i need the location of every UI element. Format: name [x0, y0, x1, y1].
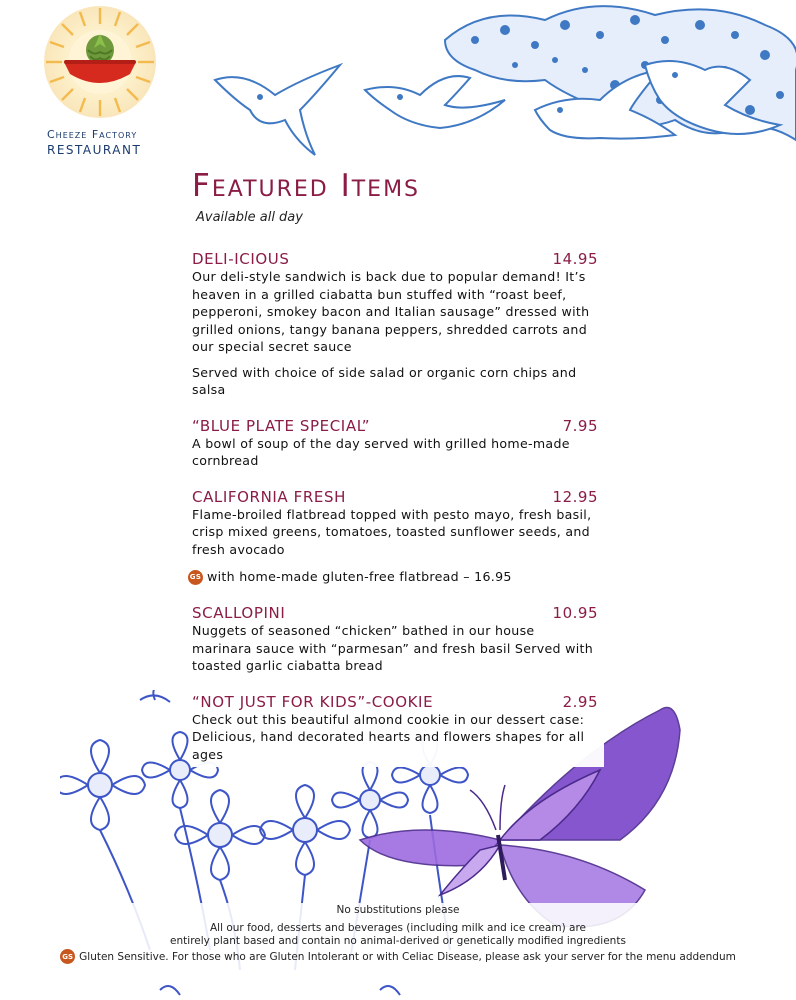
- menu-item: [189, 487, 598, 587]
- menu-item-name: “BLUE PLATE SPECIAL”: [192, 416, 371, 435]
- birds-illustration: [205, 0, 796, 170]
- gluten-sensitive-note: [0, 949, 796, 964]
- plant-based-note-line1: All our food, desserts and beverages (including milk and ice cream) are: [209, 922, 587, 934]
- menu-item-price: 10.95: [552, 604, 598, 622]
- brand-subtitle: RESTAURANT: [47, 143, 142, 157]
- no-substitutions-note: No substitutions please: [336, 904, 460, 916]
- menu-item-description: A bowl of soup of the day served with grilled home-made cornbread: [192, 435, 570, 468]
- menu-item: [192, 250, 598, 399]
- menu-item-description: Check out this beautiful almond cookie in our dessert case: Delicious, hand decorated hearts and flowers shapes for all ages: [192, 711, 585, 762]
- menu-item-description: Our deli-style sandwich is back due to popular demand! It’s heaven in a grilled ciabatta bun stuffed with “roast beef, pepperoni, smokey bacon and Italian sausage” dressed with grilled onions, tangy banana peppers, shredded carrots and our special secret sauce: [192, 269, 590, 354]
- menu-item-price: 12.95: [552, 487, 598, 506]
- menu-item: [192, 604, 598, 675]
- availability-note: Available all day: [196, 210, 303, 225]
- gluten-free-option-text: with home-made gluten-free flatbread – 16.95: [207, 569, 512, 584]
- restaurant-logo: [40, 4, 160, 124]
- menu-item-name: SCALLOPINI: [192, 604, 286, 622]
- menu-item-name: CALIFORNIA FRESH: [192, 487, 346, 506]
- page-title: Featured Items: [192, 168, 421, 204]
- menu-item-price: 7.95: [562, 416, 598, 435]
- menu-item-description: Flame-broiled flatbread topped with pesto mayo, fresh basil, crisp mixed greens, tomatoes, toasted sunflower seeds, and fresh avocado: [192, 506, 592, 557]
- artichoke-bowl-icon: [40, 4, 160, 124]
- menu-item: [192, 417, 598, 470]
- menu-item-price: 2.95: [562, 692, 598, 711]
- menu-list: [189, 250, 598, 781]
- plant-based-note-line2: entirely plant based and contain no animal-derived or genetically modified ingredients: [170, 935, 626, 947]
- gluten-sensitive-icon: GS: [188, 570, 203, 585]
- brand-name: Cheeze Factory: [47, 128, 138, 141]
- footer: [0, 904, 796, 964]
- gluten-sensitive-icon: GS: [60, 949, 75, 964]
- menu-item-price: 14.95: [552, 250, 598, 268]
- gluten-free-option: [188, 568, 598, 586]
- menu-item-name: “NOT JUST FOR KIDS”-COOKIE: [192, 692, 434, 711]
- menu-item-note: Served with choice of side salad or organic corn chips and salsa: [192, 364, 577, 397]
- menu-item: [192, 693, 604, 768]
- menu-item-description: Nuggets of seasoned “chicken” bathed in our house marinara sauce with “parmesan” and fresh basil Served with toasted garlic ciabatta bread: [192, 623, 594, 673]
- menu-item-name: DELI-ICIOUS: [192, 250, 290, 268]
- gluten-sensitive-note-text: Gluten Sensitive. For those who are Gluten Intolerant or with Celiac Disease, please ask your server for the menu addendum: [79, 950, 736, 963]
